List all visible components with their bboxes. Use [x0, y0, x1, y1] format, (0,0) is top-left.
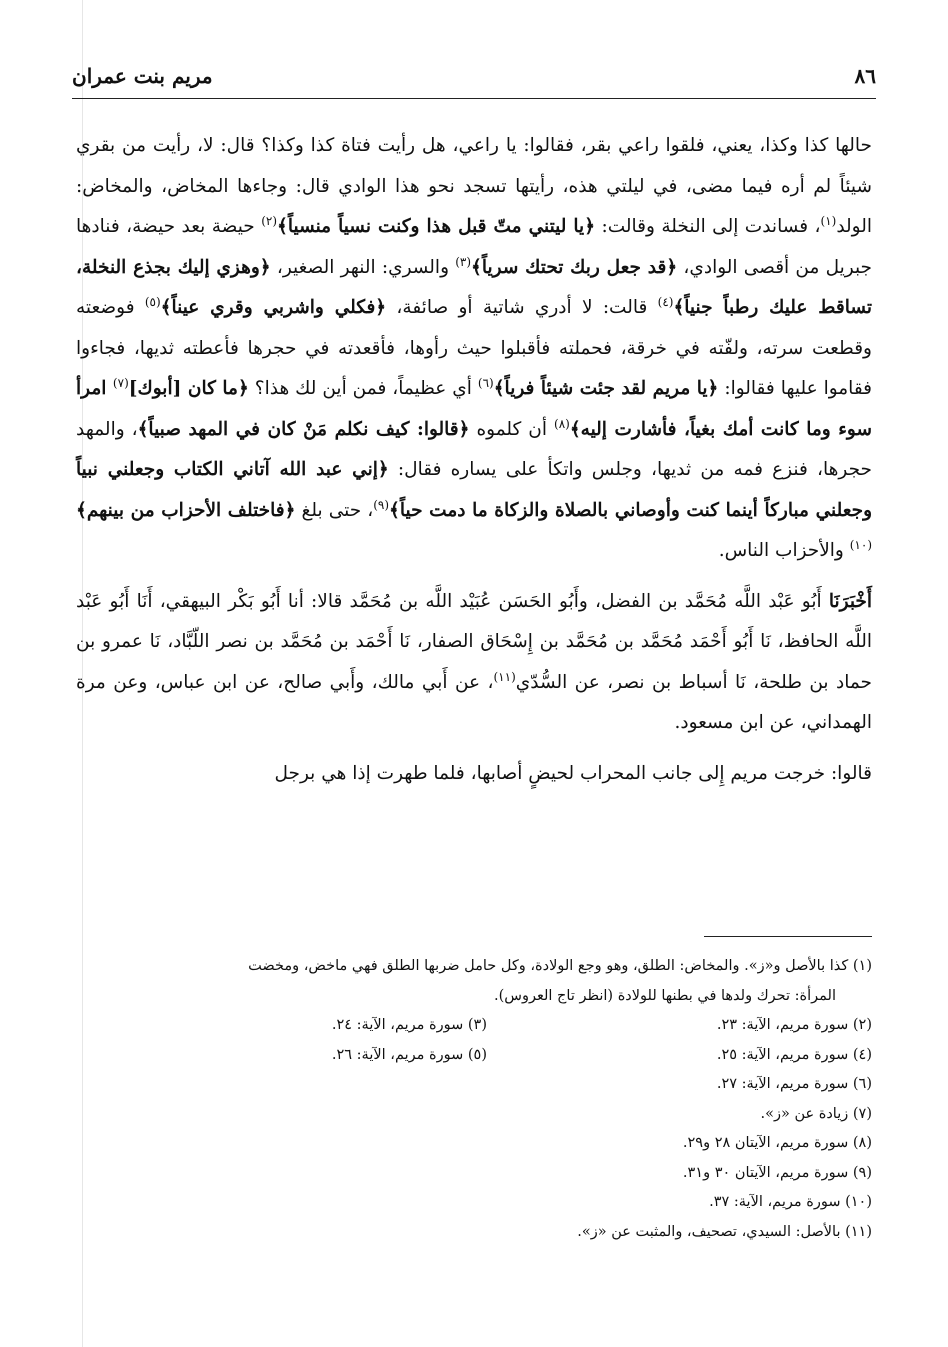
- isnad-lead-word: أَخْبَرَنَا: [828, 590, 872, 612]
- quran-quote: ﴿قد جعل ربك تحتك سرياً﴾: [471, 256, 678, 278]
- footnote-ref: (١١): [493, 669, 516, 684]
- footnote-3: (٣) سورة مريم، الآية: ٢٤.: [331, 1017, 487, 1033]
- text-run: أي عظيماً، فمن أين لك هذا؟: [248, 378, 478, 399]
- quran-quote: ﴿فاختلف الأحزاب من بينهم﴾: [76, 499, 296, 521]
- quran-quote: ﴿ما كان [أبوك]: [128, 378, 249, 399]
- text-run: حيضة بعد حيضة، فنادها جبريل من أقصى الوادي،: [76, 216, 872, 278]
- footnote-1-continuation: المرأة: تحرك ولدها في بطنها للولادة (انظر تاج العروس).: [494, 987, 836, 1004]
- quran-quote: امرأ سوء وما كانت أمك بغياً، فأشارت إليه﴾: [76, 378, 872, 440]
- footnote-6: (٦) سورة مريم، الآية: ٢٧.: [716, 1076, 872, 1092]
- text-run: أَبُو عَبْد اللَّه مُحَمَّد بن الفضل، وأَبُو الحَسَن عُبَيْد اللَّه بن مُحَمَّد قالا: أنا أَبُو بَكْر البيهقي، أَنَا أَبُو عَبْد اللَّه الحافظ، نَا أَبُو أَحْمَد مُحَمَّد بن مُحَمَّد بن إِسْحَاق الصفار، نَا أَحْمَد بن مُحَمَّد بن نصر اللّبَّاد، نَا عمرو بن حماد بن طلحة، نَا أسباط بن نصر، عن السُّدّي: [76, 590, 873, 693]
- footnote-9: (٩) سورة مريم، الآيتان ٣٠ و٣١.: [682, 1164, 872, 1181]
- text-run: ، حتى بلغ: [295, 499, 374, 521]
- paragraph-narration: [76, 126, 872, 572]
- running-title: مريم بنت عمران: [72, 64, 213, 88]
- main-text: [76, 126, 872, 794]
- paragraph-continuation: قالوا: خرجت مريم إِلى جانب المحراب لحيضٍ أصابها، فلما طهرت إذا هي برجل: [274, 762, 872, 784]
- footnotes: [76, 952, 872, 1247]
- quran-quote: ﴿قالوا: كيف نكلم مَنْ كان في المهد صبياً﴾: [137, 418, 470, 440]
- quran-quote: ﴿يا ليتني متّ قبل هذا وكنت نسياً منسياً﴾: [277, 216, 596, 237]
- footnote-5: (٥) سورة مريم، الآية: ٢٦.: [331, 1046, 487, 1063]
- footnote-11: (١١) بالأصل: السيدي، تصحيف، والمثبت عن «ز».: [577, 1223, 872, 1240]
- text-run: فوضعته وقطعت سرته، ولفّته في خرقة، فحملته فأقبلوا حيث رأوها، فأقعدته في حجرها فأعطته ثديها، فجاءوا فقاموا عليها فقالوا:: [76, 297, 873, 399]
- footnote-ref: (٤): [657, 294, 674, 309]
- footnote-ref: (٦): [477, 375, 494, 390]
- text-run: والسري: النهر الصغير،: [270, 256, 456, 278]
- footnote-8: (٨) سورة مريم، الآيتان ٢٨ و٢٩.: [682, 1135, 872, 1151]
- text-run: أن كلموه: [469, 418, 554, 440]
- page-number: ٨٦: [854, 64, 876, 88]
- footnote-4: (٤) سورة مريم، الآية: ٢٥.: [716, 1046, 872, 1063]
- footnote-row: [76, 1041, 872, 1071]
- quran-quote: ﴿فكلي واشربي وقري عيناً﴾: [160, 297, 387, 318]
- footnote-ref: (١٠): [849, 537, 872, 552]
- footnote-ref: (٥): [144, 294, 161, 309]
- footnote-ref: (١): [820, 213, 837, 228]
- footnote-1: (١) كذا بالأصل و«ز». والمخاض: الطلق، وهو وجع الولادة، وكل حامل ضربها الطلق فهي ماخض، ومخضت: [248, 958, 872, 974]
- footnote-2: (٢) سورة مريم، الآية: ٢٣.: [716, 1017, 872, 1033]
- quran-quote: ﴿وهزي إليك بجذع النخلة، تساقط عليك رطباً جنياً﴾: [76, 256, 872, 318]
- footnote-ref: (٣): [455, 254, 472, 269]
- footnote-ref: (٢): [261, 213, 278, 228]
- footnote-7: (٧) زيادة عن «ز».: [760, 1105, 872, 1122]
- footnote-10: (١٠) سورة مريم، الآية: ٣٧.: [709, 1194, 872, 1210]
- text-run: ، عن أَبي مالك، وأَبي صالح، عن ابن عباس، وعن مرة الهمداني، عن ابن مسعود.: [76, 671, 872, 733]
- footnote-ref: (٩): [373, 497, 390, 512]
- footnote-ref: (٧): [112, 375, 129, 390]
- footnote-divider: [704, 936, 872, 937]
- quran-quote: ﴿إني عبد الله آتاني الكتاب وجعلني نبياً وجعلني مباركاً أينما كنت وأوصاني بالصلاة والزكاة ما دمت حياً﴾: [76, 459, 873, 521]
- text-run: ، والمهد حجرها، فنزع فمه من ثديها، وجلس واتكأ على يساره فقال:: [76, 418, 872, 480]
- text-run: ، فساندت إلى النخلة وقالت:: [595, 216, 821, 237]
- page-header: [72, 58, 876, 99]
- footnote-ref: (٨): [554, 416, 570, 431]
- footnote-row: [76, 1011, 872, 1041]
- quran-quote: ﴿يا مريم لقد جئت شيئاً فرياً﴾: [493, 378, 719, 399]
- paragraph-isnad: [76, 582, 872, 744]
- text-run: حالها كذا وكذا، يعني، فلقوا راعي بقر، فقالوا: يا راعي، هل رأيت فتاة كذا وكذا؟ قال: لا، رأيت من بقري شيئاً لم أره فيما مضى، في ليلتي هذه، رأيتها تسجد نحو هذا الوادي قال: وجاءها المخاض، والمخاض: الولد: [76, 135, 872, 237]
- text-run: والأحزاب الناس.: [718, 540, 850, 561]
- text-run: قالت: لا أدري شاتية أو صائفة،: [386, 297, 658, 318]
